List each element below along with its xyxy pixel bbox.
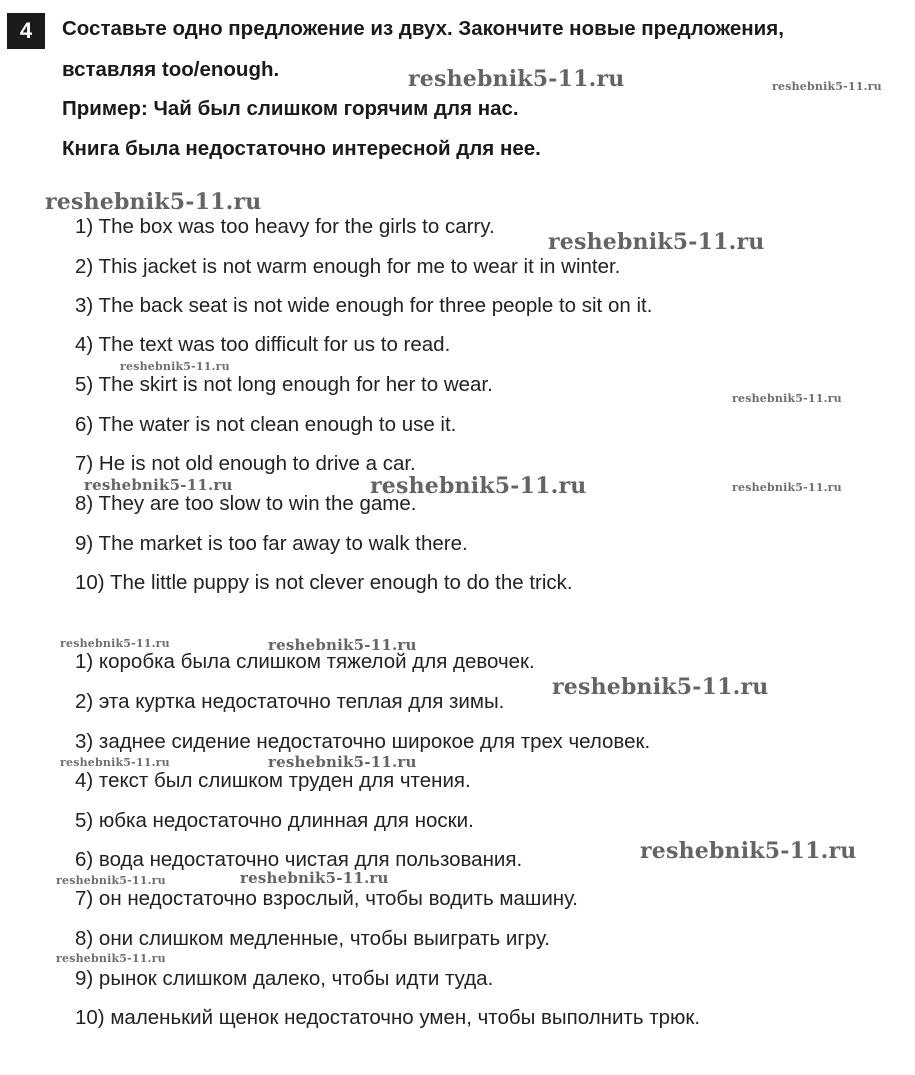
english-answer-item: 2) This jacket is not warm enough for me to wear it in winter. (75, 255, 621, 278)
watermark: reshebnik5-11.ru (56, 952, 166, 965)
task-example-line-1: Пример: Чай был слишком горячим для нас. (62, 97, 519, 120)
russian-translation-item: 9) рынок слишком далеко, чтобы идти туда. (75, 967, 494, 990)
watermark: reshebnik5-11.ru (268, 753, 417, 771)
watermark: reshebnik5-11.ru (370, 473, 587, 499)
english-answer-item: 5) The skirt is not long enough for her to wear. (75, 373, 493, 396)
task-number-badge: 4 (7, 13, 45, 49)
task-instruction-line-1: Составьте одно предложение из двух. Закончите новые предложения, (62, 17, 784, 40)
english-answer-item: 1) The box was too heavy for the girls to carry. (75, 215, 495, 238)
russian-translation-item: 1) коробка была слишком тяжелой для девочек. (75, 650, 535, 673)
watermark: reshebnik5-11.ru (408, 66, 625, 92)
russian-translation-item: 7) он недостаточно взрослый, чтобы водить машину. (75, 887, 579, 910)
task-instruction-line-2: вставляя too/enough. (62, 58, 280, 81)
watermark: reshebnik5-11.ru (45, 189, 262, 215)
watermark: reshebnik5-11.ru (772, 80, 882, 93)
watermark: reshebnik5-11.ru (56, 874, 166, 887)
watermark: reshebnik5-11.ru (268, 636, 417, 654)
russian-translation-item: 3) заднее сидение недостаточно широкое для трех человек. (75, 730, 651, 753)
watermark: reshebnik5-11.ru (120, 360, 230, 373)
russian-translation-item: 2) эта куртка недостаточно теплая для зимы. (75, 690, 505, 713)
english-answer-item: 3) The back seat is not wide enough for three people to sit on it. (75, 294, 653, 317)
russian-translation-item: 4) текст был слишком труден для чтения. (75, 769, 471, 792)
english-answer-item: 8) They are too slow to win the game. (75, 492, 417, 515)
english-answer-item: 4) The text was too difficult for us to read. (75, 333, 451, 356)
russian-translation-item: 10) маленький щенок недостаточно умен, чтобы выполнить трюк. (75, 1006, 701, 1029)
task-example-line-2: Книга была недостаточно интересной для нее. (62, 137, 541, 160)
english-answer-item: 6) The water is not clean enough to use it. (75, 413, 457, 436)
watermark: reshebnik5-11.ru (60, 756, 170, 769)
english-answer-item: 10) The little puppy is not clever enough to do the trick. (75, 571, 573, 594)
english-answer-item: 7) He is not old enough to drive a car. (75, 452, 416, 475)
english-answer-item: 9) The market is too far away to walk there. (75, 532, 468, 555)
watermark: reshebnik5-11.ru (640, 838, 857, 864)
watermark: reshebnik5-11.ru (60, 637, 170, 650)
russian-translation-item: 5) юбка недостаточно длинная для носки. (75, 809, 474, 832)
watermark: reshebnik5-11.ru (548, 229, 765, 255)
watermark: reshebnik5-11.ru (84, 476, 233, 494)
watermark: reshebnik5-11.ru (552, 674, 769, 700)
watermark: reshebnik5-11.ru (732, 392, 842, 405)
russian-translation-item: 8) они слишком медленные, чтобы выиграть игру. (75, 927, 550, 950)
watermark: reshebnik5-11.ru (240, 869, 389, 887)
watermark: reshebnik5-11.ru (732, 481, 842, 494)
russian-translation-item: 6) вода недостаточно чистая для пользования. (75, 848, 523, 871)
